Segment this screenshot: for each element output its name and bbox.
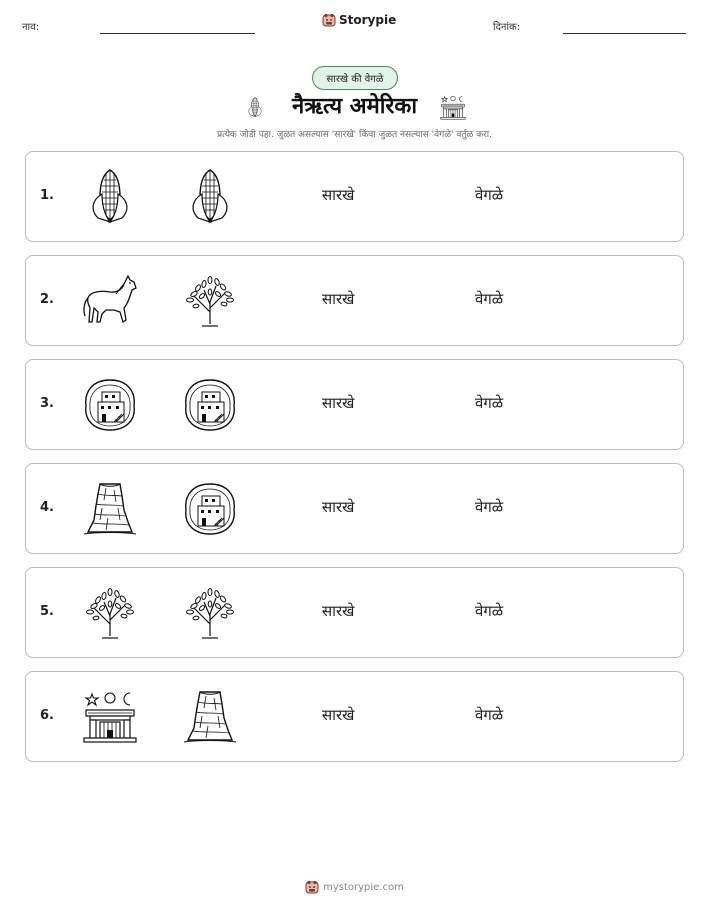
question-row-5 bbox=[25, 567, 684, 658]
different-option[interactable]: वेगळे bbox=[475, 498, 504, 516]
question-number: 4. bbox=[40, 500, 54, 515]
question-number: 6. bbox=[40, 708, 54, 723]
footer bbox=[0, 880, 709, 894]
cliff-dwelling-icon bbox=[180, 372, 240, 436]
temple-icon bbox=[437, 92, 469, 122]
rock-formation-icon bbox=[180, 684, 240, 748]
question-number: 3. bbox=[40, 396, 54, 411]
question-row-3 bbox=[25, 359, 684, 450]
date-line[interactable] bbox=[563, 33, 686, 34]
shrub-icon bbox=[180, 268, 240, 332]
page-title: नैऋत्य अमेरिका bbox=[291, 94, 418, 119]
brand-logo bbox=[322, 13, 396, 27]
same-option[interactable]: सारखे bbox=[322, 602, 355, 620]
question-number: 5. bbox=[40, 604, 54, 619]
different-option[interactable]: वेगळे bbox=[475, 394, 504, 412]
corn-icon bbox=[180, 164, 240, 228]
horse-icon bbox=[80, 268, 140, 332]
same-option[interactable]: सारखे bbox=[322, 498, 355, 516]
shrub-icon bbox=[180, 580, 240, 644]
different-option[interactable]: वेगळे bbox=[475, 602, 504, 620]
question-row-2 bbox=[25, 255, 684, 346]
date-label: दिनांक: bbox=[493, 22, 521, 33]
rock-formation-icon bbox=[80, 476, 140, 540]
name-line[interactable] bbox=[100, 33, 255, 34]
temple-icon bbox=[80, 684, 140, 748]
worksheet-type-badge: सारखे की वेगळे bbox=[312, 66, 398, 90]
cliff-dwelling-icon bbox=[180, 476, 240, 540]
question-number: 2. bbox=[40, 292, 54, 307]
same-option[interactable]: सारखे bbox=[322, 394, 355, 412]
name-label: नाव: bbox=[22, 22, 40, 33]
different-option[interactable]: वेगळे bbox=[475, 290, 504, 308]
shrub-icon bbox=[80, 580, 140, 644]
question-number: 1. bbox=[40, 188, 54, 203]
corn-icon bbox=[80, 164, 140, 228]
different-option[interactable]: वेगळे bbox=[475, 186, 504, 204]
same-option[interactable]: सारखे bbox=[322, 186, 355, 204]
instructions: प्रत्येक जोडी पहा. जुळत असल्यास 'सारखे' किंवा जुळत नसल्यास 'वेगळे' वर्तुळ करा. bbox=[216, 130, 492, 140]
same-option[interactable]: सारखे bbox=[322, 290, 355, 308]
different-option[interactable]: वेगळे bbox=[475, 706, 504, 724]
question-row-1 bbox=[25, 151, 684, 242]
cliff-dwelling-icon bbox=[80, 372, 140, 436]
storypie-logo-icon bbox=[322, 13, 336, 27]
question-row-4 bbox=[25, 463, 684, 554]
brand-name: Storypie bbox=[339, 13, 397, 27]
question-row-6 bbox=[25, 671, 684, 762]
same-option[interactable]: सारखे bbox=[322, 706, 355, 724]
storypie-logo-icon bbox=[305, 880, 319, 894]
footer-url[interactable]: mystorypie.com bbox=[323, 881, 404, 893]
